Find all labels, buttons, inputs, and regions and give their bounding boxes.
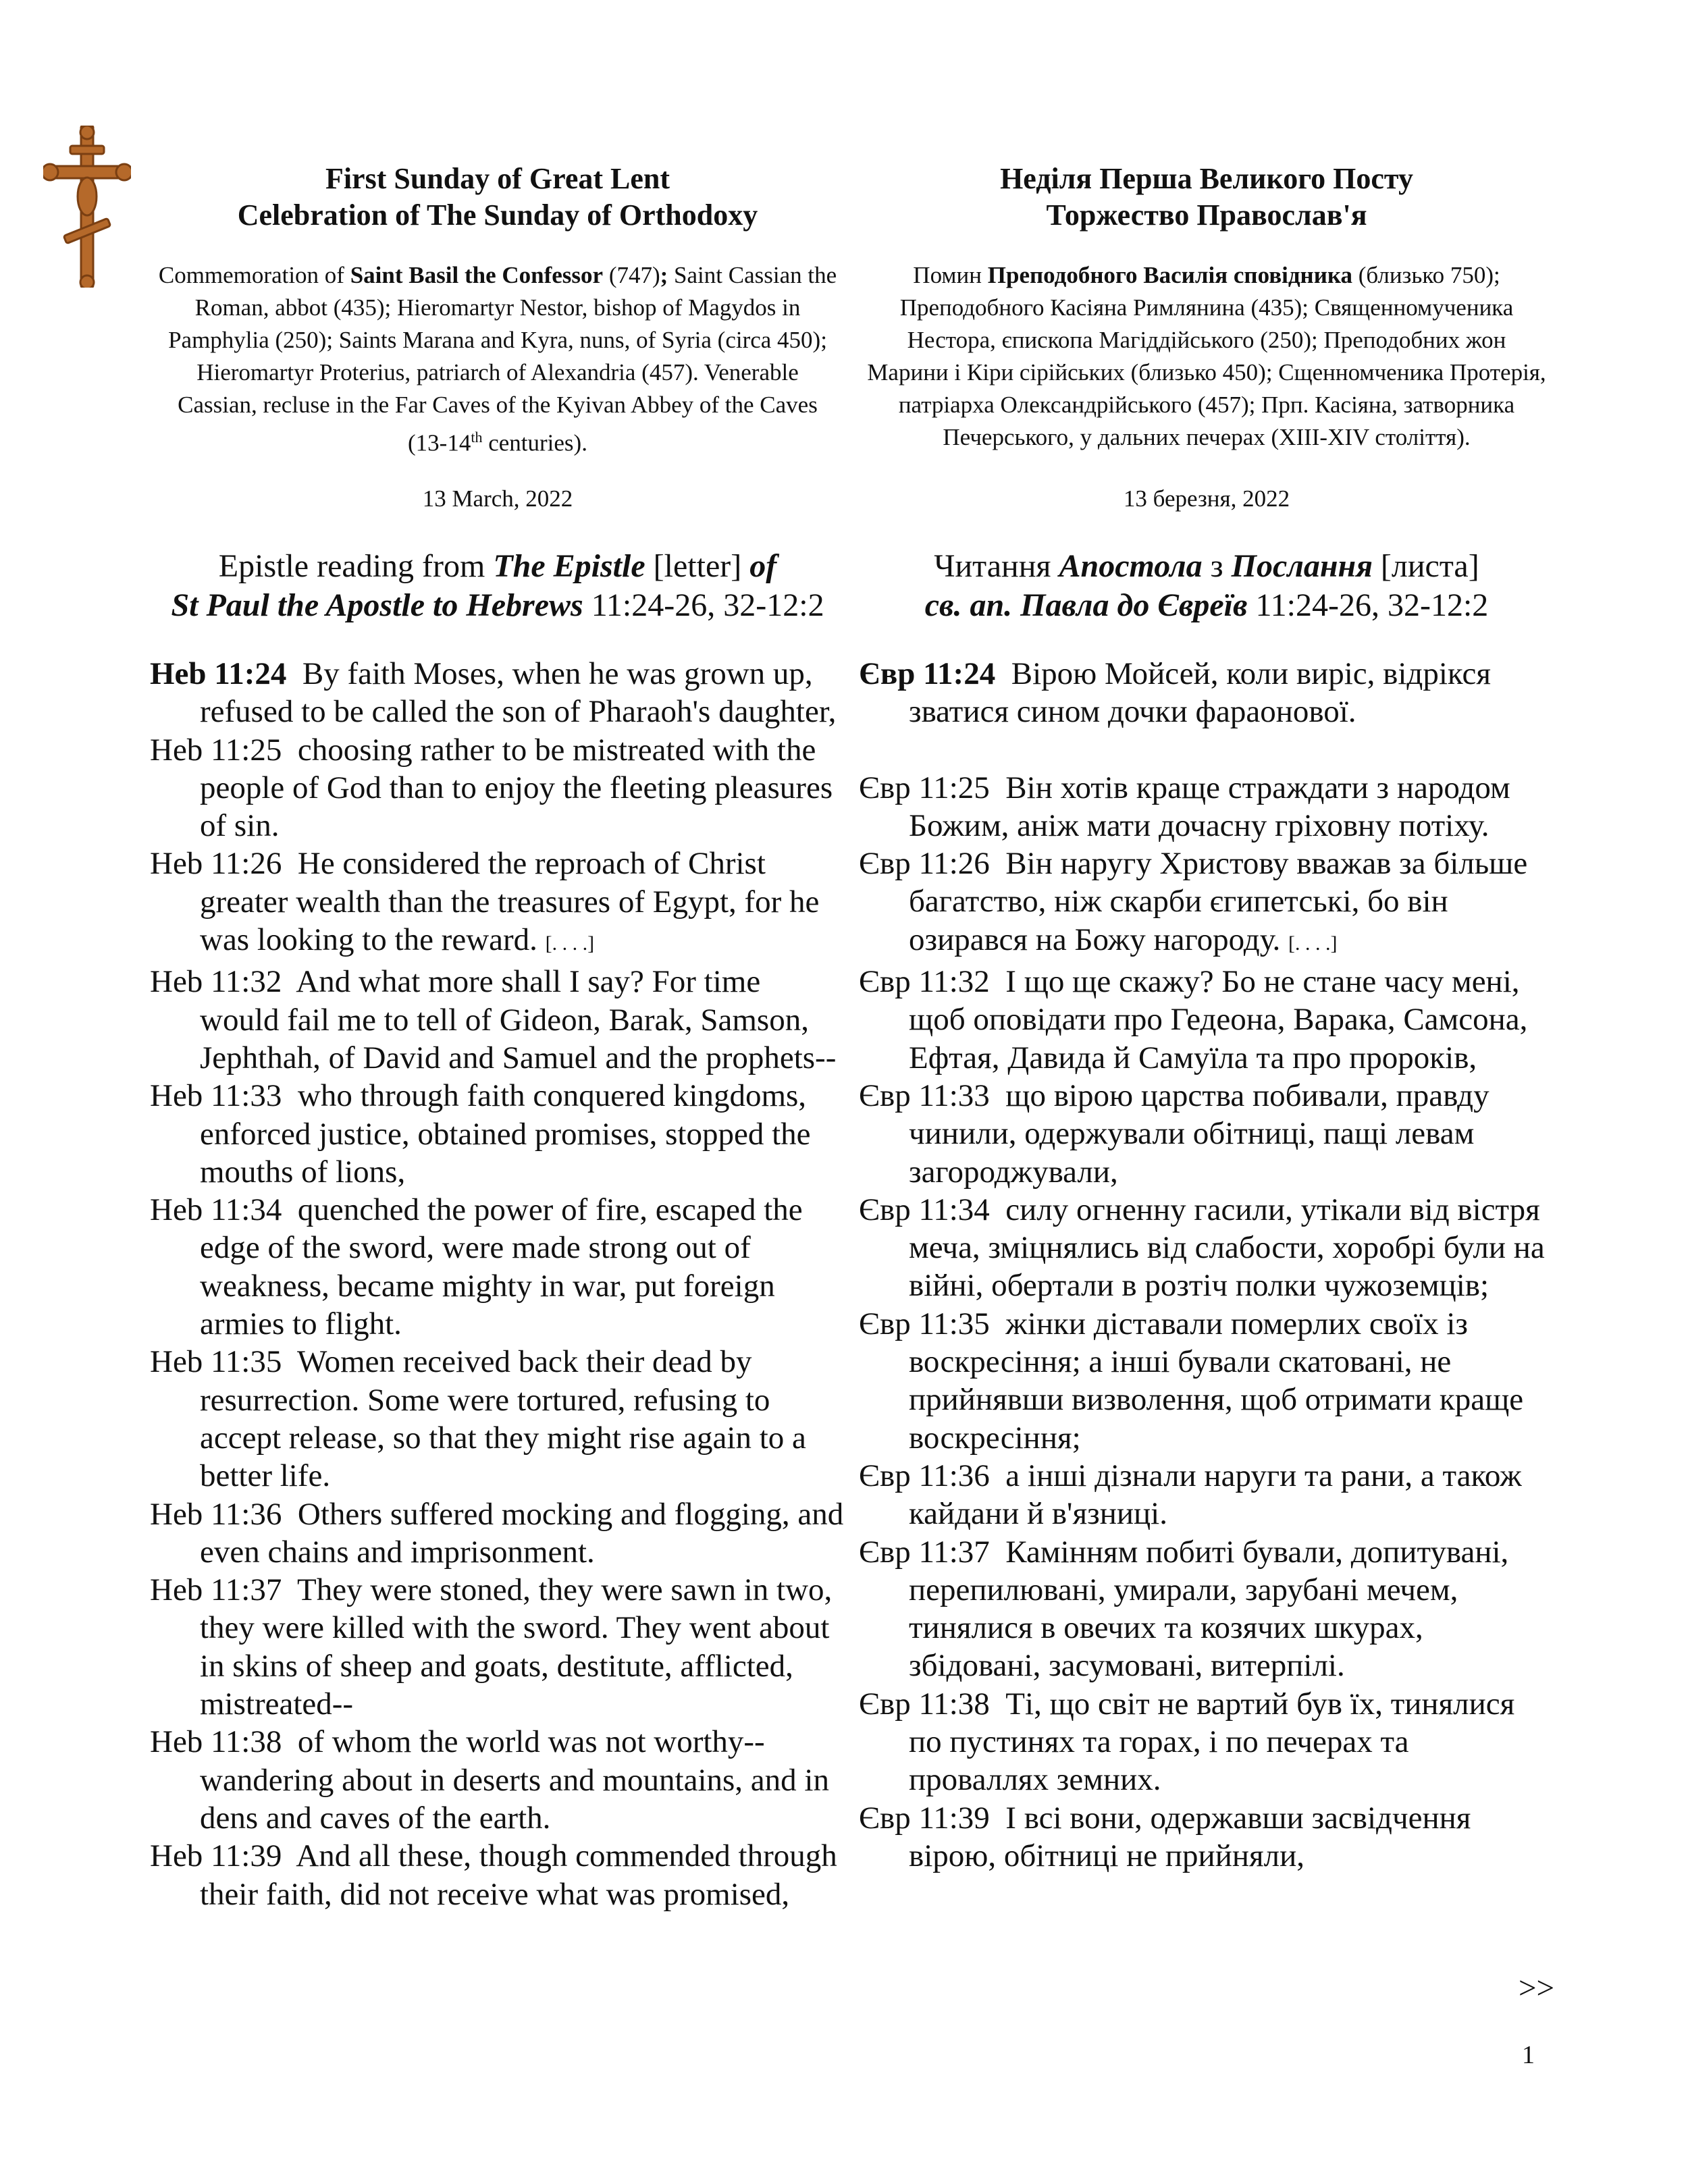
- verse: Євр 11:36 а інші дізнали наруги та рани, а також кайдани й в'язниці.: [859, 1458, 1522, 1532]
- page-number: 1: [1522, 2041, 1535, 2069]
- verse: Heb 11:24 By faith Moses, when he was grown up, refused to be called the son of Pharaoh's daughter,: [150, 656, 837, 730]
- verse: Євр 11:24 Вірою Мойсей, коли виріс, відрікся зватися сином дочки фараонової.: [859, 656, 1492, 730]
- english-epistle-heading: Epistle reading from The Epistle [letter] of St Paul the Apostle to Hebrews 11:24-26, 32-12:2: [171, 548, 824, 623]
- orthodox-cross-icon: [43, 126, 131, 288]
- ukrainian-date: 13 березня, 2022: [1123, 485, 1290, 512]
- english-title-line1: First Sunday of Great Lent: [325, 162, 670, 195]
- verse: Heb 11:36 Others suffered mocking and flogging, and even chains and imprisonment.: [150, 1496, 844, 1570]
- continue-marker: >>: [1518, 1971, 1554, 2006]
- verse: Heb 11:26 He considered the reproach of Christ greater wealth than the treasures of Egypt, for he was looking to the reward. [. . . .]: [150, 846, 820, 958]
- ukrainian-title-line2: Торжество Православ'я: [1046, 198, 1367, 232]
- english-date: 13 March, 2022: [422, 485, 573, 512]
- verse: Євр 11:38 Ті, що світ не вартий був їх, тинялися по пустинях та горах, і по печерах та проваллях земних.: [859, 1686, 1515, 1798]
- verse: Heb 11:37 They were stoned, they were sawn in two, they were killed with the sword. They went about in skins of sheep and goats, destitute, afflicted, mistreated--: [150, 1572, 833, 1722]
- english-column: [150, 0, 845, 2184]
- verse: Heb 11:38 of whom the world was not worthy--wandering about in deserts and mountains, and in dens and caves of the earth.: [150, 1724, 829, 1836]
- verse: Heb 11:39 And all these, though commended through their faith, did not receive what was promised,: [150, 1838, 837, 1912]
- verse: Heb 11:25 choosing rather to be mistreated with the people of God than to enjoy the fleeting pleasures of sin.: [150, 732, 833, 844]
- english-title: [150, 161, 845, 234]
- ukrainian-commemoration: Помин Преподобного Василія сповідника (близько 750); Преподобного Касіяна Римлянина (435); Священномученика Нестора, єпископа Магіддійського (250); Преподобних жон Марини і Кіри сірійських (близько 450); Сщенномченика Протерія, патріарха Олександрійського (457); Прп. Касіяна, затворника Печерського, у дальних печерах (ХІІІ-XIV століття).: [867, 262, 1546, 450]
- english-commemoration: Commemoration of Saint Basil the Confessor (747); Saint Cassian the Roman, abbot (435); Hieromartyr Nestor, bishop of Magydos in Pamphylia (250); Saints Marana and Kyra, nuns, of Syria (circa 450); Hieromartyr Proterius, patriarch of Alexandria (457). Venerable Cassian, recluse in the Far Caves of the Kyivan Abbey of the Caves (13-14th centuries).: [158, 262, 837, 456]
- verse: Євр 11:32 І що ще скажу? Бо не стане часу мені, щоб оповідати про Гедеона, Варака, Самсона, Ефтая, Давида й Самуїла та про пророків,: [859, 964, 1528, 1075]
- verse: Heb 11:35 Women received back their dead by resurrection. Some were tortured, refusing to accept release, so that they might rise again to a better life.: [150, 1344, 806, 1494]
- verse: Євр 11:25 Він хотів краще страждати з народом Божим, аніж мати дочасну гріховну потіху.: [859, 770, 1510, 843]
- ukrainian-column: [859, 0, 1554, 2184]
- ukrainian-title-line1: Неділя Перша Великого Посту: [1000, 162, 1413, 195]
- verse: Євр 11:35 жінки діставали померлих своїх із воскресіння; а інші бували скатовані, не прийнявши визволення, щоб отримати краще воскресіння;: [859, 1306, 1524, 1456]
- english-verses: [150, 655, 845, 1913]
- ukrainian-verses: [859, 655, 1554, 1875]
- verse: Євр 11:26 Він наругу Христову вважав за більше багатство, ніж скарби єгипетські, бо він озирався на Божу нагороду. [. . . .]: [859, 846, 1528, 957]
- verse: Євр 11:37 Камінням побиті бували, допитувані, перепилювані, умирали, зарубані мечем, тинялися в овечих та козячих шкурах, збідовані, засумовані, витерпілі.: [859, 1534, 1509, 1684]
- verse: Heb 11:33 who through faith conquered kingdoms, enforced justice, obtained promises, stopped the mouths of lions,: [150, 1078, 811, 1190]
- verse: Heb 11:32 And what more shall I say? For time would fail me to tell of Gideon, Barak, Samson, Jephthah, of David and Samuel and the prophets--: [150, 964, 837, 1075]
- ukrainian-epistle-heading: Читання Апостола з Послання [листа] св. ап. Павла до Євреїв 11:24-26, 32-12:2: [924, 548, 1489, 623]
- verse: Heb 11:34 quenched the power of fire, escaped the edge of the sword, were made strong out of weakness, became mighty in war, put foreign armies to flight.: [150, 1192, 803, 1342]
- verse: Євр 11:39 І всі вони, одержавши засвідчення вірою, обітниці не прийняли,: [859, 1800, 1471, 1873]
- english-title-line2: Celebration of The Sunday of Orthodoxy: [237, 198, 758, 232]
- verse: Євр 11:34 силу огненну гасили, утікали від вістря меча, зміцнялись від слабости, хоробрі були на війні, обертали в розтіч полки чужоземців;: [859, 1192, 1545, 1304]
- verse: Євр 11:33 що вірою царства побивали, правду чинили, одержували обітниці, пащі левам загороджували,: [859, 1077, 1489, 1190]
- ukrainian-title: [859, 161, 1554, 234]
